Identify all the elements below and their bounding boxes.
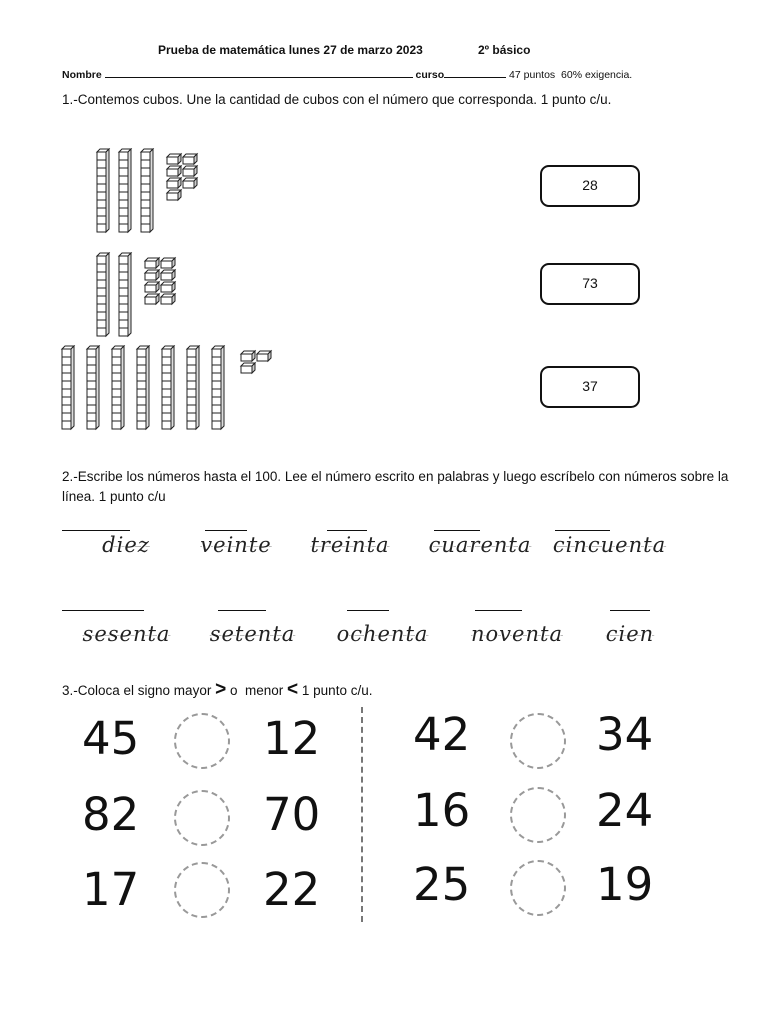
unit-cube <box>241 363 255 373</box>
compare-number: 42 <box>413 708 471 761</box>
unit-cube <box>183 178 197 188</box>
compare-number: 45 <box>82 712 140 765</box>
word-number: cuarenta <box>428 533 532 557</box>
unit-cube <box>183 166 197 176</box>
unit-cube <box>183 154 197 164</box>
unit-cube <box>145 258 159 268</box>
answer-line[interactable] <box>434 530 480 531</box>
ten-rod <box>212 346 224 429</box>
unit-cube <box>161 282 175 292</box>
unit-cube <box>145 270 159 280</box>
answer-line[interactable] <box>205 530 247 531</box>
points-text: 1 punto c/u. <box>301 683 373 698</box>
unit-cube <box>167 178 181 188</box>
answer-line[interactable] <box>62 610 144 611</box>
compare-number: 25 <box>413 858 471 911</box>
answer-line[interactable] <box>347 610 389 611</box>
word-number: veinte <box>200 533 272 557</box>
word-number: diez <box>102 533 150 557</box>
base-ten-blocks-group-3 <box>60 345 300 435</box>
number-box-2[interactable]: 73 <box>540 263 640 305</box>
less-than-symbol: < <box>287 679 299 700</box>
unit-cube <box>241 351 255 361</box>
requirement-label: 60% exigencia. <box>561 69 633 81</box>
answer-circle[interactable] <box>174 790 230 846</box>
ten-rod <box>112 346 124 429</box>
word-number: sesenta <box>82 622 171 646</box>
compare-number: 19 <box>596 858 654 911</box>
answer-circle[interactable] <box>174 713 230 769</box>
answer-line[interactable] <box>610 610 650 611</box>
ten-rod <box>187 346 199 429</box>
answer-line[interactable] <box>475 610 522 611</box>
word-number: cincuenta <box>552 533 667 557</box>
question-1-instruction: 1.-Contemos cubos. Une la cantidad de cubos con el número que corresponda. 1 punto c/u. <box>62 92 612 107</box>
question-2-instruction: 2.-Escribe los números hasta el 100. Lee el número escrito en palabras y luego escríbelo con números sobre la línea. 1 punto c/u <box>62 469 729 504</box>
unit-cube <box>257 351 271 361</box>
unit-cube <box>161 270 175 280</box>
unit-cube <box>145 294 159 304</box>
unit-cube <box>161 294 175 304</box>
compare-number: 34 <box>596 708 654 761</box>
instruction-prefix: 3.-Coloca el signo mayor <box>62 683 212 698</box>
ten-rod <box>141 149 153 232</box>
ten-rod <box>87 346 99 429</box>
answer-line[interactable] <box>218 610 266 611</box>
answer-line[interactable] <box>327 530 367 531</box>
answer-circle[interactable] <box>510 787 566 843</box>
base-ten-blocks-group-1 <box>95 148 225 238</box>
ten-rod <box>97 253 109 336</box>
word-number: setenta <box>209 622 296 646</box>
word-number: treinta <box>310 533 390 557</box>
unit-cube <box>167 190 181 200</box>
ten-rod <box>119 149 131 232</box>
base-ten-blocks-group-2 <box>95 252 225 342</box>
answer-circle[interactable] <box>174 862 230 918</box>
answer-circle[interactable] <box>510 860 566 916</box>
answer-line[interactable] <box>62 530 130 531</box>
lesser-text: menor <box>245 683 284 698</box>
name-field[interactable] <box>105 67 413 78</box>
course-field[interactable] <box>444 67 506 78</box>
question-3-instruction <box>62 680 562 701</box>
compare-number: 16 <box>413 784 471 837</box>
greater-than-symbol: > <box>215 679 227 700</box>
unit-cube <box>145 282 159 292</box>
compare-number: 17 <box>82 863 140 916</box>
word-number: cien <box>605 622 655 646</box>
course-label: curso <box>415 69 445 81</box>
word-number: noventa <box>471 622 563 646</box>
word-number: ochenta <box>336 622 429 646</box>
number-box-1[interactable]: 28 <box>540 165 640 207</box>
unit-cube <box>167 154 181 164</box>
answer-circle[interactable] <box>510 713 566 769</box>
number-box-3[interactable]: 37 <box>540 366 640 408</box>
answer-line[interactable] <box>555 530 610 531</box>
compare-number: 22 <box>263 863 321 916</box>
ten-rod <box>62 346 74 429</box>
compare-number: 82 <box>82 788 140 841</box>
points-label: 47 puntos <box>509 69 556 81</box>
compare-number: 24 <box>596 784 654 837</box>
ten-rod <box>119 253 131 336</box>
unit-cube <box>161 258 175 268</box>
compare-number: 70 <box>263 788 321 841</box>
column-divider <box>361 707 363 922</box>
ten-rod <box>137 346 149 429</box>
test-title: Prueba de matemática lunes 27 de marzo 2023 <box>158 43 423 57</box>
compare-number: 12 <box>263 712 321 765</box>
name-label: Nombre <box>62 69 102 81</box>
ten-rod <box>97 149 109 232</box>
student-info-line <box>62 67 632 81</box>
ten-rod <box>162 346 174 429</box>
unit-cube <box>167 166 181 176</box>
or-text: o <box>229 683 238 698</box>
grade-label: 2º básico <box>478 43 531 57</box>
